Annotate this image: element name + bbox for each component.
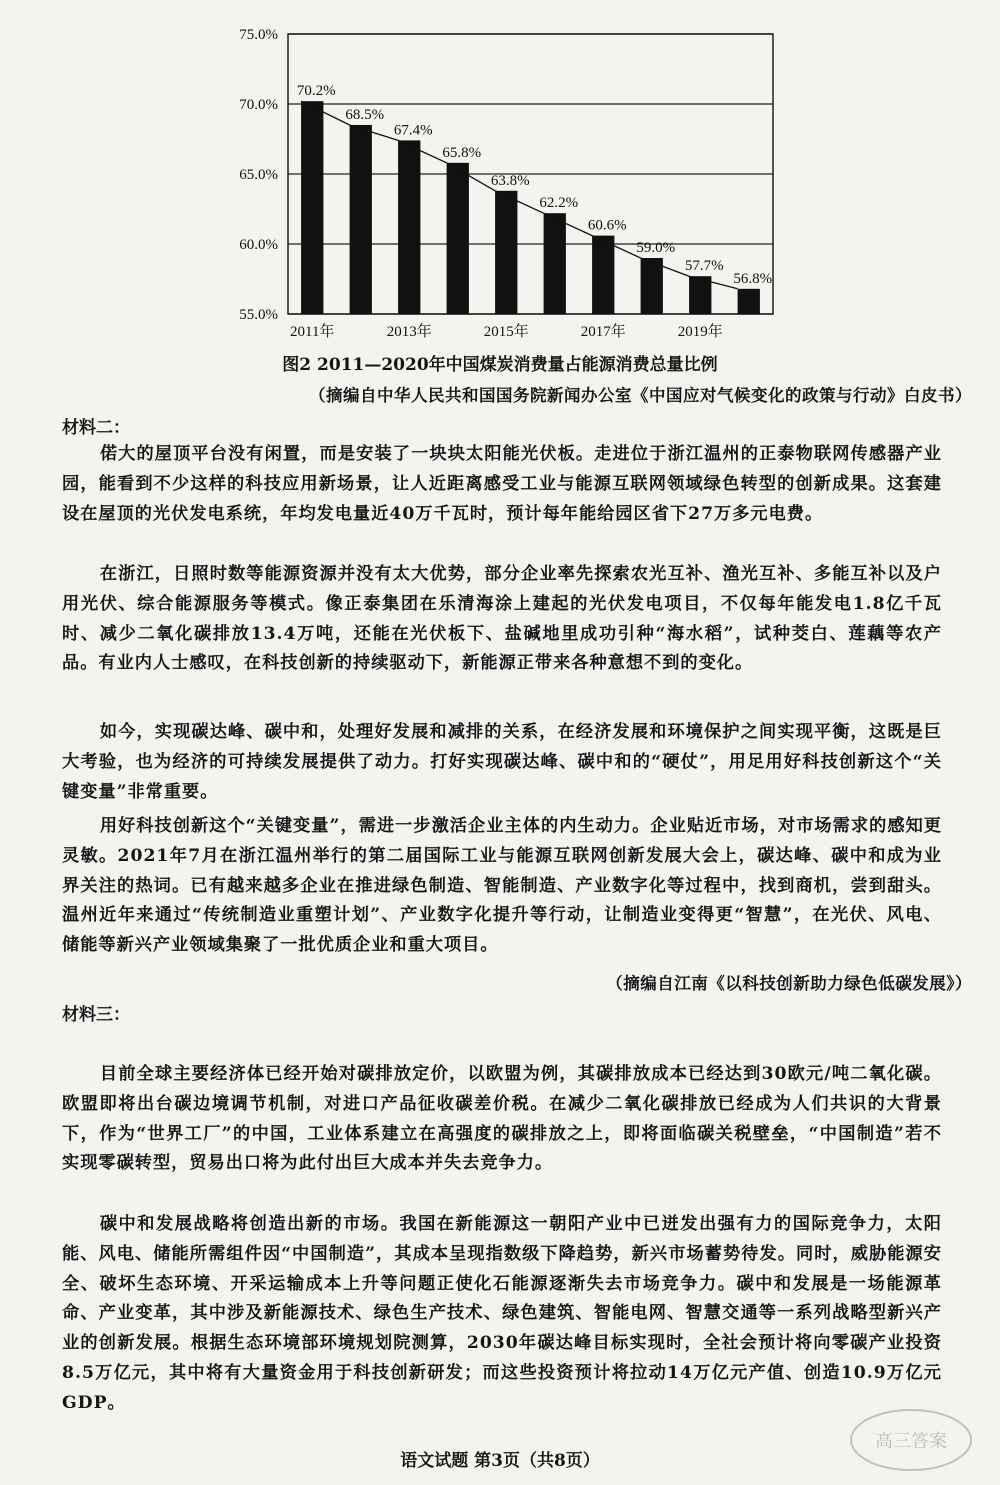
data-label: 59.0% [636,240,676,256]
y-tick-label: 65.0% [239,167,278,183]
data-label: 65.8% [442,144,482,161]
material3-heading: 材料三： [62,1005,130,1025]
x-tick-label: 2015年 [483,324,529,340]
chart-source: （摘编自中华人民共和国国务院新闻办公室《中国应对气候变化的政策与行动》白皮书） [309,386,972,405]
x-tick-label: 2017年 [580,324,626,340]
bar-2011年 [301,101,323,314]
data-label: 68.5% [345,107,385,123]
material2-paragraph: 用好科技创新这个“关键变量”，需进一步激活企业主体的内生动力。企业贴近市场，对市场需求的感知更灵敏。2021年7月在浙江温州举行的第二届国际工业与能源互联网创新发展大会上，碳达峰、碳中和成为业界关注的热词。已有越来越多企业在推进绿色制造、智能制造、产业数字化等过程中，找到商机，尝到甜头。温州近年来通过“传统制造业重塑计划”、产业数字化提升等行动，让制造业变得更“智慧”，在光伏、风电、储能等新兴产业领域集聚了一批优质企业和重大项目。 [62,816,942,956]
x-tick-label: 2013年 [386,324,432,340]
data-label: 67.4% [393,122,433,139]
material3-paragraph: 碳中和发展战略将创造出新的市场。我国在新能源这一朝阳产业中已迸发出强有力的国际竞争力，太阳能、风电、储能所需组件因“中国制造”，其成本呈现指数级下降趋势，新兴市场蓄势待发。同时，威胁能源安全、破坏生态环境、开采运输成本上升等问题正使化石能源逐渐失去市场竞争力。碳中和发展是一场能源革命、产业变革，其中涉及新能源技术、绿色生产技术、绿色建筑、智能电网、智慧交通等一系列战略型新兴产业的创新发展。根据生态环境部环境规划院测算，2030年碳达峰目标实现时，全社会预计将向零碳产业投资8.5万亿元，其中将有大量资金用于科技创新研发；而这些投资预计将拉动14万亿元产值、创造10.9万亿元GDP。 [62,1214,942,1413]
bar-2019年 [689,276,711,314]
page-footer: 语文试题 第3页（共8页） [400,1451,600,1471]
material2-heading: 材料二： [62,418,130,438]
material2-paragraph: 在浙江，日照时数等能源资源并没有太大优势，部分企业率先探索农光互补、渔光互补、多能互补以及户用光伏、综合能源服务等模式。像正泰集团在乐清海涂上建起的光伏发电项目，不仅每年能发电1.8亿千瓦时、减少二氧化碳排放13.4万吨，还能在光伏板下、盐碱地里成功引种“海水稻”，试种茭白、莲藕等农产品。有业内人士感叹，在科技创新的持续驱动下，新能源正带来各种意想不到的变化。 [62,564,942,674]
bar-2012年 [350,125,372,314]
y-tick-label: 70.0% [239,97,278,113]
data-label: 62.2% [539,195,579,212]
coal-consumption-bar-chart [220,20,800,375]
x-axis-tick-labels [290,322,723,340]
bar-2018年 [641,258,663,314]
x-tick-label: 2019年 [677,324,723,340]
bar-2016年 [544,213,566,314]
data-label: 63.8% [490,172,530,189]
watermark-logo [846,1405,976,1475]
chart-title: 图2 2011—2020年中国煤炭消费量占能源消费总量比例 [282,355,718,375]
bar-2020年 [738,289,760,314]
data-label: 57.7% [684,258,724,275]
y-tick-label: 75.0% [239,27,278,43]
material2-paragraph: 如今，实现碳达峰、碳中和，处理好发展和减排的关系，在经济发展和环境保护之间实现平衡，这既是巨大考验，也为经济的可持续发展提供了动力。打好实现碳达峰、碳中和的“硬仗”，用足用好科技创新这个“关键变量”非常重要。 [62,722,942,802]
bar-2014年 [447,163,469,314]
data-label: 56.8% [733,270,773,287]
material2-paragraph: 偌大的屋顶平台没有闲置，而是安装了一块块太阳能光伏板。走进位于浙江温州的正泰物联网传感器产业园，能看到不少这样的科技应用新场景，让人近距离感受工业与能源互联网领域绿色转型的创新成果。这套建设在屋顶的光伏发电系统，年均发电量近40万千瓦时，预计每年能给园区省下27万多元电费。 [62,444,942,524]
y-tick-label: 55.0% [239,307,278,323]
data-label: 70.2% [296,83,336,100]
bar-2013年 [398,140,420,314]
bar-2015年 [495,191,517,314]
bar-2017年 [592,236,614,314]
watermark-text: 高三答案 [875,1431,947,1452]
y-tick-label: 60.0% [239,237,278,253]
x-tick-label: 2011年 [290,324,335,340]
y-axis-tick-labels [239,27,278,323]
data-label: 60.6% [587,217,627,234]
material3-paragraph: 目前全球主要经济体已经开始对碳排放定价，以欧盟为例，其碳排放成本已经达到30欧元/吨二氧化碳。欧盟即将出台碳边境调节机制，对进口产品征收碳差价税。在减少二氧化碳排放已经成为人们共识的大背景下，作为“世界工厂”的中国，工业体系建立在高强度的碳排放之上，即将面临碳关税壁垒，“中国制造”若不实现零碳转型，贸易出口将为此付出巨大成本并失去竞争力。 [62,1064,942,1174]
material2-source: （摘编自江南《以科技创新助力绿色低碳发展》） [606,974,972,993]
